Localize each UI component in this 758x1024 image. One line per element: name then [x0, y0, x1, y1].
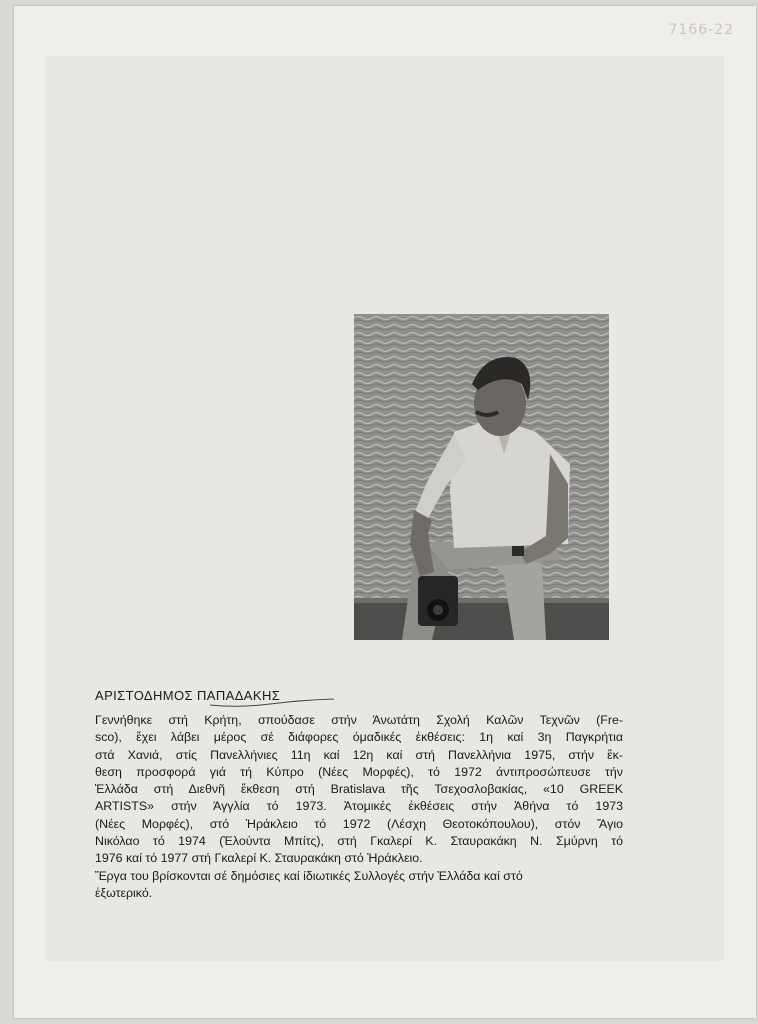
bio-collections-line: ἐξωτερικό. — [95, 885, 153, 900]
bio-line: στά Χανιά, στίς Πανελλήνιες 11η καί 12η καί στή Πανελλήνια 1975, στήν ἔκ- — [95, 747, 623, 762]
bio-line: 1976 καί τό 1977 στή Γκαλερί Κ. Σταυρακάκη στό Ἡράκλειο. — [95, 851, 423, 866]
artist-portrait-photo — [354, 314, 609, 640]
bio-line: ARTISTS» στήν Άγγλία τό 1973. Ἀτομικές ἐκθέσεις στήν Ἀθήνα τό 1973 — [95, 799, 623, 814]
bio-line: Γεννήθηκε στή Κρήτη, σπούδασε στήν Άνωτάτη Σχολή Καλῶν Τεχνῶν (Fre- — [95, 713, 623, 727]
bio-line: θεση προσφορά γιά τή Κύπρο (Νέες Μορφές), τό 1972 άντιπροσώπευσε τήν — [95, 764, 623, 779]
archive-pencil-mark: 7166-22 — [668, 22, 734, 38]
bio-collections-line: Ἔργα του βρίσκονται σέ δημόσιες καί ίδιωτικές Συλλογές στήν Ἑλλάδα καί στό — [95, 868, 523, 883]
artist-name: ΑΡΙΣΤΟΔΗΜΟΣ ΠΑΠΑΔΑΚΗΣ — [95, 688, 281, 703]
brochure-page — [14, 6, 756, 1018]
artist-biography — [95, 712, 623, 902]
bio-line: Ἑλλάδα στή Διεθνῆ ἔκθεση στή Bratislava τῆς Τσεχοσλοβακίας, «10 GREEK — [95, 782, 623, 797]
bio-line: sco), ἔχει λάβει μέρος σέ διάφορες όμαδικές ἐκθέσεις: 1η καί 3η Παγκρήτια — [95, 730, 623, 745]
bio-line: Νικόλαο τό 1974 (Ἐλούντα Μπίτς), στή Γκαλερί Κ. Σταυρακάκη Ν. Σμύρνη τό — [95, 834, 623, 849]
handwritten-underline — [208, 696, 338, 710]
bio-line: (Νέες Μορφές), στό Ἡράκλειο τό 1972 (Λέσχη Θεοτοκόπουλου), στόν Ἅγιο — [95, 816, 623, 831]
